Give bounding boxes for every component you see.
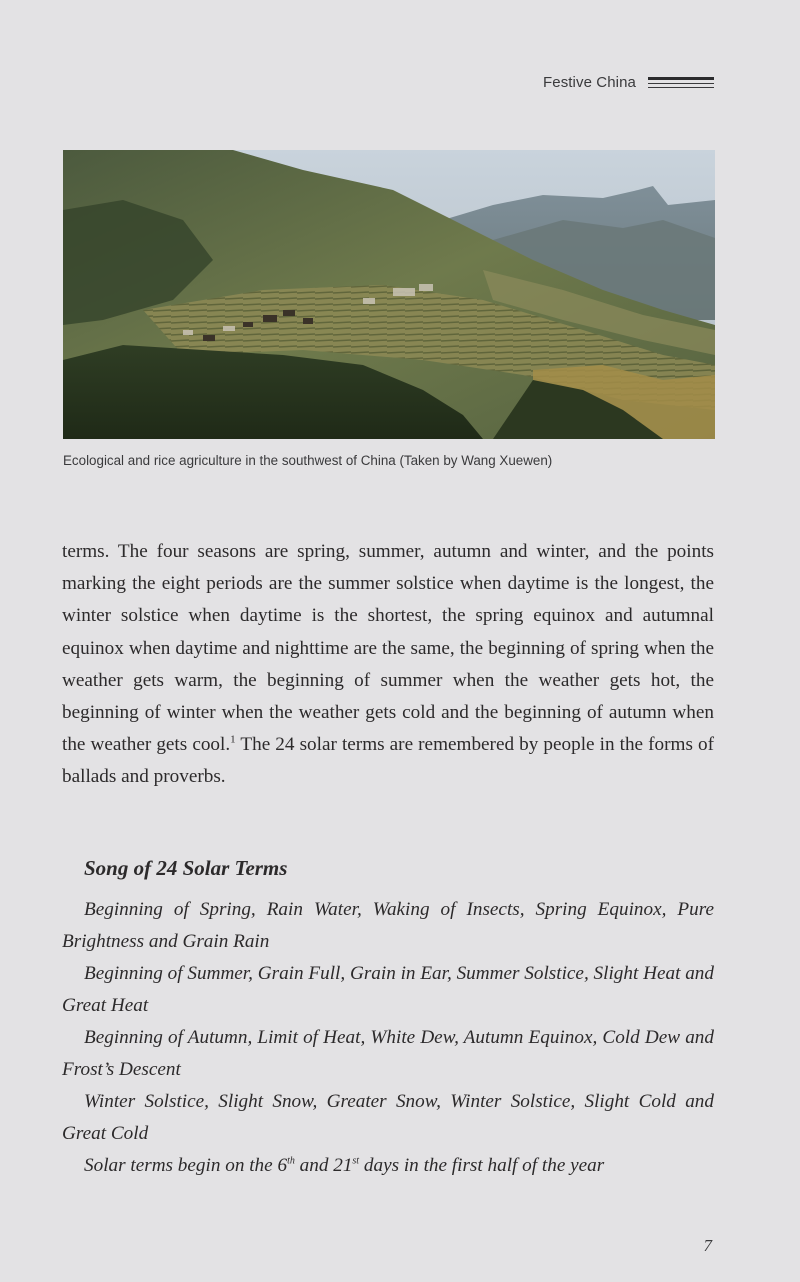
header-rule-ornament bbox=[648, 77, 714, 88]
terraced-mountain-landscape-image bbox=[63, 150, 715, 439]
verse-5-part2: and 21 bbox=[294, 1155, 353, 1176]
body-text-part2: The 24 solar terms are remembered by people in the forms of ballads and proverbs. bbox=[62, 734, 714, 788]
song-verse-5 bbox=[62, 1150, 714, 1182]
photo-caption: Ecological and rice agriculture in the southwest of China (Taken by Wang Xuewen) bbox=[63, 453, 553, 468]
verse-5-part1: Solar terms begin on the 6 bbox=[84, 1155, 288, 1176]
ordinal-suffix-st: st bbox=[352, 1155, 360, 1167]
page-number: 7 bbox=[703, 1236, 712, 1255]
body-text-part1: terms. The four seasons are spring, summer, autumn and winter, and the points marking the eight periods are the summer solstice when daytime is the longest, the winter solstice when daytime is the shortest, the spring equinox and autumnal equinox when daytime and nighttime are the same, the beginning of spring when the weather gets warm, the beginning of summer when the weather gets hot, the beginning of winter when the weather gets cold and the beginning of autumn when the weather gets cool. bbox=[62, 541, 714, 756]
running-header bbox=[543, 74, 714, 91]
song-verse-2: Beginning of Summer, Grain Full, Grain in Ear, Summer Solstice, Slight Heat and Great Heat bbox=[62, 963, 714, 1016]
song-verse-4: Winter Solstice, Slight Snow, Greater Snow, Winter Solstice, Slight Cold and Great Cold bbox=[62, 1091, 714, 1144]
verse-5-part3: days in the first half of the year bbox=[359, 1155, 605, 1176]
footnote-marker: 1 bbox=[230, 733, 236, 746]
song-title: Song of 24 Solar Terms bbox=[84, 856, 288, 880]
landscape-photo bbox=[63, 150, 715, 439]
running-title: Festive China bbox=[542, 74, 636, 91]
song-verse-3: Beginning of Autumn, Limit of Heat, White Dew, Autumn Equinox, Cold Dew and Frost’s Descent bbox=[62, 1027, 714, 1080]
body-paragraph bbox=[62, 536, 714, 794]
ordinal-suffix-th: th bbox=[287, 1155, 295, 1167]
song-verse-1: Beginning of Spring, Rain Water, Waking of Insects, Spring Equinox, Pure Brightness and Grain Rain bbox=[62, 899, 714, 952]
